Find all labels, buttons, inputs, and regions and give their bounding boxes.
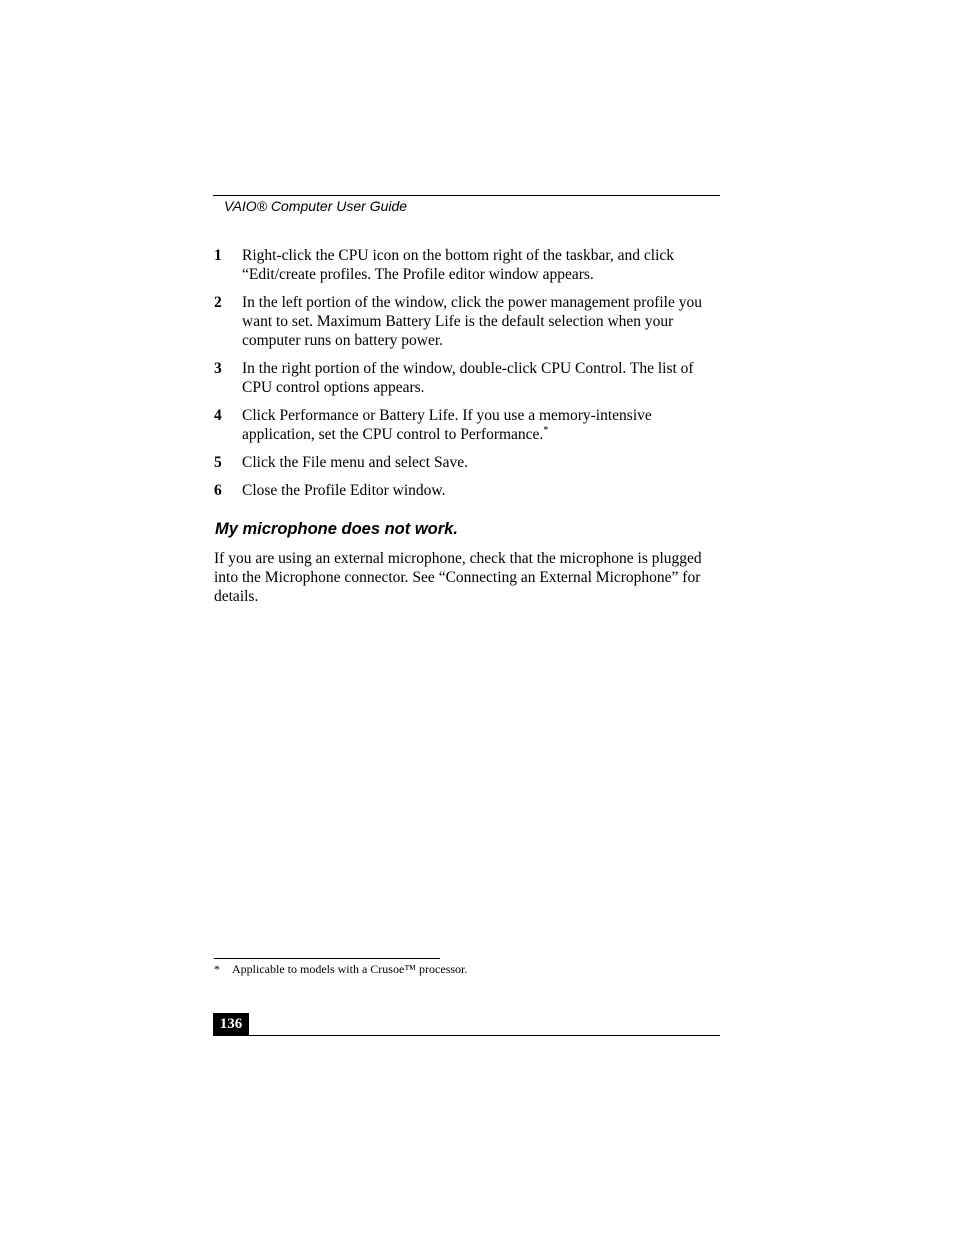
- step-text: In the right portion of the window, double-click CPU Control. The list of CPU control options appears.: [242, 360, 694, 396]
- footnote-text: Applicable to models with a Crusoe™ processor.: [232, 962, 468, 976]
- footer-rule: [213, 1035, 720, 1036]
- list-item: [214, 481, 714, 500]
- procedure-steps: [214, 246, 714, 509]
- step-text: In the left portion of the window, click the power management profile you want to set. Maximum Battery Life is the default selection when your computer runs on battery power.: [242, 294, 702, 349]
- step-number: 5: [214, 454, 222, 471]
- step-number: 6: [214, 482, 222, 499]
- list-item: [214, 453, 714, 472]
- step-text: Close the Profile Editor window.: [242, 482, 446, 499]
- step-number: 4: [214, 407, 222, 424]
- footnote: [214, 962, 467, 977]
- list-item: [214, 293, 714, 350]
- section-heading: My microphone does not work.: [215, 520, 458, 538]
- page-number: 136: [213, 1013, 249, 1036]
- running-header-title: VAIO® Computer User Guide: [224, 198, 408, 214]
- footnote-mark: *: [214, 962, 220, 976]
- step-text-content: Click Performance or Battery Life. If you use a memory-intensive application, set the CPU control to Performance.: [242, 407, 652, 443]
- step-text: Click the File menu and select Save.: [242, 454, 468, 471]
- step-text: [242, 407, 652, 443]
- list-item: [214, 406, 714, 444]
- header-rule: [213, 195, 720, 196]
- footnote-reference: *: [543, 425, 549, 436]
- list-item: [214, 246, 714, 284]
- step-number: 2: [214, 294, 222, 311]
- section-body: If you are using an external microphone, check that the microphone is plugged into the Microphone connector. See “Connecting an External Microphone” for details.: [214, 550, 702, 605]
- list-item: [214, 359, 714, 397]
- step-number: 3: [214, 360, 222, 377]
- step-number: 1: [214, 247, 222, 264]
- step-text: Right-click the CPU icon on the bottom right of the taskbar, and click “Edit/create profiles. The Profile editor window appears.: [242, 247, 675, 283]
- footnote-rule: [214, 958, 440, 959]
